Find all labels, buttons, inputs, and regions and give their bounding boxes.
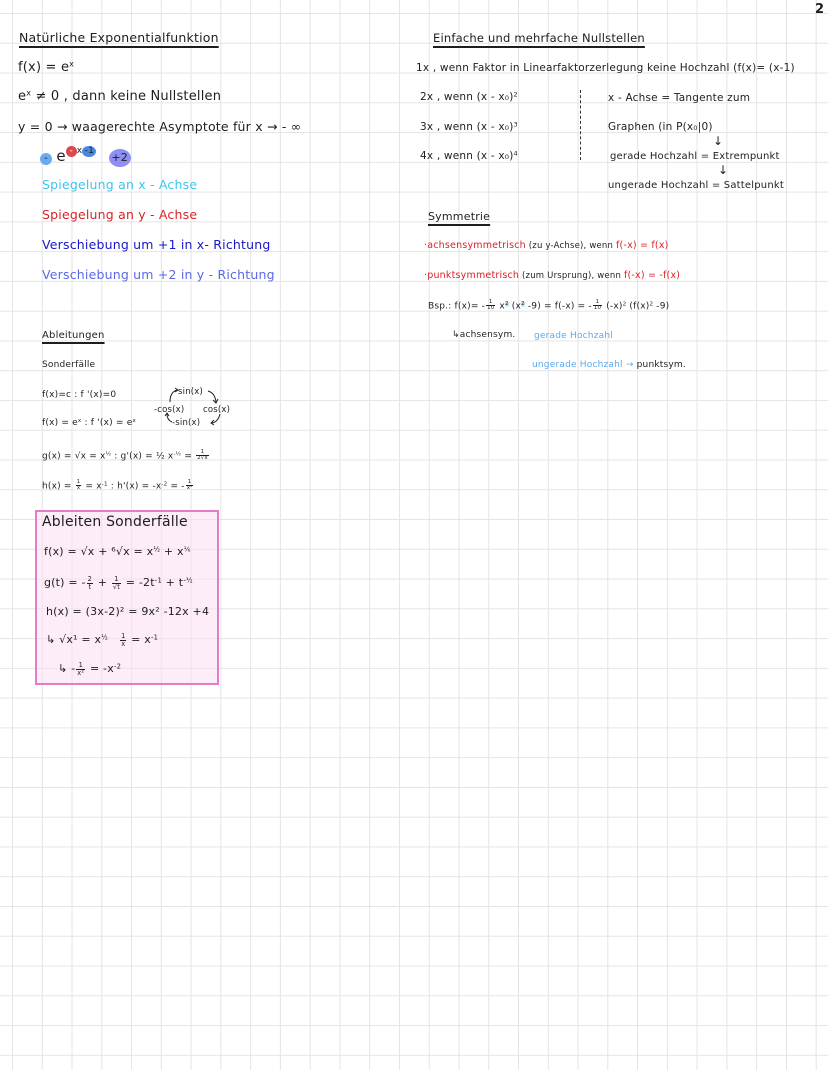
fraction-numerator: 1 [121,632,126,640]
graph-point-statement: Graphen (in P(x₀|0) [608,121,713,133]
zeros-triple-text: 3x , wenn (x - x₀) [420,121,514,133]
shift-x-marker: -1 [82,146,96,157]
axis-symmetry-condition: (zu y-Achse), wenn [525,241,616,251]
rule-recip-left: h(x) = [42,481,75,492]
rule-sqrt-left: g(x) = √x = x [42,451,106,462]
example-mid: -9) = f(-x) = - [524,301,592,312]
zeros-double [420,92,518,103]
pink-line-sqrt-sup: ½ [101,633,108,642]
fraction-denominator: 2√x [197,455,208,462]
transform-exponent [66,146,97,156]
example-x: x [496,301,505,312]
nullstellen-text: ≠ 0 , dann keine Nullstellen [31,89,222,104]
rule-exp-right: : f '(x) = e [81,418,133,428]
cycle-cos: cos(x) [203,405,231,415]
fraction-numerator: 1 [76,662,85,670]
arrow-down-icon: ↓ [713,134,724,148]
rule-sqrt-fraction [196,450,209,462]
axis-symmetry-term: ·achsensymmetrisch [424,240,526,251]
cycle-neg-cos: -cos(x) [154,405,185,415]
example-sup-highlight1: 2 [504,301,509,308]
pink-box-line-g [44,576,193,590]
point-symmetry-rule [424,271,680,281]
zeros-simple: 1x , wenn Faktor in Linearfaktorzerlegung keine Hochzahl (f(x)= (x-1) [416,62,795,74]
point-symmetry-term: ·punktsymmetrisch [424,270,520,281]
axis-symmetry-formula: f(-x) = f(x) [615,240,669,251]
zeros-quadruple [420,151,518,162]
even-exponent-note: gerade Hochzahl [534,331,613,341]
fraction-denominator: x [121,639,126,648]
rule-constant: f(x)=c : f '(x)=0 [42,390,117,400]
fraction-numerator: 1 [486,300,495,306]
zeros-triple-sup: 3 [513,120,518,129]
pink-box-line-f [44,546,191,557]
point-symmetry-condition: (zum Ursprung), wenn [519,271,624,281]
example-frac2 [593,300,602,312]
zeros-title: Einfache und mehrfache Nullstellen [433,31,645,45]
transform-base: e [56,147,66,166]
pink-box-line-sqrt [46,633,158,647]
cycle-sin: sin(x) [178,387,204,397]
nullstellen-statement [18,90,221,103]
fraction-numerator: 1 [196,450,209,456]
pink-line-f-left: f(x) = √x + ⁶√x = x [44,545,154,558]
rule-sqrt-sup1: ½ [105,451,112,458]
rule-recip-sup2: -2 [161,481,168,488]
rule-recip-eq: = - [167,481,185,492]
pink-line-f-mid: + x [160,545,184,558]
zeros-double-text: 2x , wenn (x - x₀) [420,91,514,103]
tangent-statement: x - Achse = Tangente zum [608,92,751,104]
pink-line-g-left: g(t) = - [44,576,86,590]
rule-exp-sup1: x [77,417,82,424]
transform-shift-y: Verschiebung um +2 in y - Richtung [42,267,275,282]
pink-line-g-frac2 [112,576,121,590]
reflection-x-marker: - [40,153,52,165]
exponent-x: x [76,146,83,156]
pink-line-sqrt-left: ↳ √x¹ = x [46,633,102,647]
pink-line-g-power: = -2t [122,576,155,590]
rule-reciprocal [42,480,194,492]
transform-reflect-y: Spiegelung an y - Achse [42,207,198,222]
zeros-quadruple-text: 4x , wenn (x - x₀) [420,150,514,162]
rule-recip-sup1: -1 [101,481,108,488]
symmetry-title: Symmetrie [428,210,491,223]
zeros-double-sup: 2 [513,90,518,99]
reflection-y-marker: - [66,146,77,157]
example-neg-x: (-x) [603,301,623,312]
transform-shift-x: Verschiebung um +1 in x- Richtung [42,237,271,252]
fraction-denominator: x² [186,485,193,492]
rule-sqrt-derivative: : g'(x) = ½ x [111,451,174,462]
zeros-quadruple-sup: 4 [513,149,518,158]
arrow-down-icon: ↓ [718,163,729,177]
pink-line-recip-frac [120,633,126,647]
fraction-denominator: t [88,582,92,591]
rule-sqrt-eq: = [181,451,196,462]
example-sup3: 2 [622,301,627,308]
fraction-numerator: 1 [593,300,602,306]
rule-exponential [42,419,136,428]
symmetry-example [428,300,669,312]
rule-recip-derivative: : h'(x) = -x [107,481,162,492]
fraction-denominator: 10 [487,305,495,312]
pink-line-recip2-power: = -x [86,662,114,676]
f-definition [18,61,74,74]
rule-recip-fraction [76,480,82,492]
rule-sqrt [42,450,210,462]
example-left: Bsp.: f(x)= - [428,301,486,312]
example-frac1 [486,300,495,312]
rule-exp-sup2: x [132,417,136,424]
pink-line-g-frac1 [87,576,93,590]
pink-line-g-plus-t: + t [161,576,184,590]
rule-exp-left: f(x) = e [42,418,78,428]
transform-reflect-x: Spiegelung an x - Achse [42,177,198,192]
example-sup4: 2 [649,301,654,308]
punktsym-label: punktsym. [633,360,686,370]
fraction-numerator: 2 [87,575,93,583]
fraction-denominator: 10 [593,305,602,312]
f-definition-base: f(x) = e [18,60,70,75]
derivatives-title: Ableitungen [42,330,105,341]
sattelpunkt-statement: ungerade Hochzahl = Sattelpunkt [608,180,784,191]
example-paren: (x [508,301,522,312]
pink-line-recip2-sup: -2 [113,662,122,671]
pink-line-g-plus: + [94,576,111,590]
pink-line-g-sup2: -½ [183,576,193,585]
pink-line-recip2-frac [76,662,85,676]
extrempunkt-statement: gerade Hochzahl = Extrempunkt [610,151,780,162]
fraction-numerator: 1 [186,480,194,486]
fraction-denominator: x² [77,668,85,677]
point-symmetry-formula: f(-x) = -f(x) [623,270,681,281]
pink-box-line-recip2 [58,662,121,676]
zeros-triple [420,122,518,133]
special-cases-title: Sonderfälle [42,360,96,370]
f-definition-exponent: x [69,59,75,69]
fraction-denominator: x [76,485,81,492]
pink-line-g-sup1: -1 [154,576,162,585]
example-sup-highlight2: 2 [521,301,525,308]
nullstellen-exponent: x [26,88,32,98]
pink-line-f-sup2: ⅙ [183,545,191,554]
pink-box-title: Ableiten Sonderfälle [42,514,188,530]
cycle-neg-sin: -sin(x) [172,418,201,428]
transformed-function [40,146,131,167]
dashed-separator [580,90,581,160]
odd-exponent-label: ungerade Hochzahl → [532,360,634,370]
exp-function-title: Natürliche Exponentialfunktion [19,30,219,45]
example-end: -9) [653,301,670,312]
achsensym-conclusion: ↳achsensym. [452,330,516,340]
pink-line-f-sup1: ½ [153,545,161,554]
nullstellen-base: e [18,89,27,104]
pink-line-recip2-left: ↳ - [58,662,76,676]
pink-line-recip-sup: -1 [151,633,159,642]
pink-box-line-h: h(x) = (3x-2)² = 9x² -12x +4 [46,605,210,618]
odd-exponent-note [532,361,686,370]
pink-line-recip-power: = x [127,633,152,647]
rule-recip-fraction2 [186,480,194,492]
example-fx: (f(x) [626,301,650,312]
cycle-arrows-icon [150,382,240,432]
fraction-denominator: √t [112,582,121,591]
shift-y-marker: +2 [109,149,131,167]
derivatives-special-cases-box [35,510,219,685]
fraction-numerator: 1 [76,479,81,485]
rule-recip-power: = x [82,481,102,492]
axis-symmetry-rule [424,241,669,251]
asymptote-statement: y = 0 → waagerechte Asymptote für x → - ∞ [18,119,302,134]
rule-sqrt-sup2: -½ [173,451,182,458]
fraction-numerator: 1 [112,576,121,584]
page-number: 2 [814,2,824,17]
